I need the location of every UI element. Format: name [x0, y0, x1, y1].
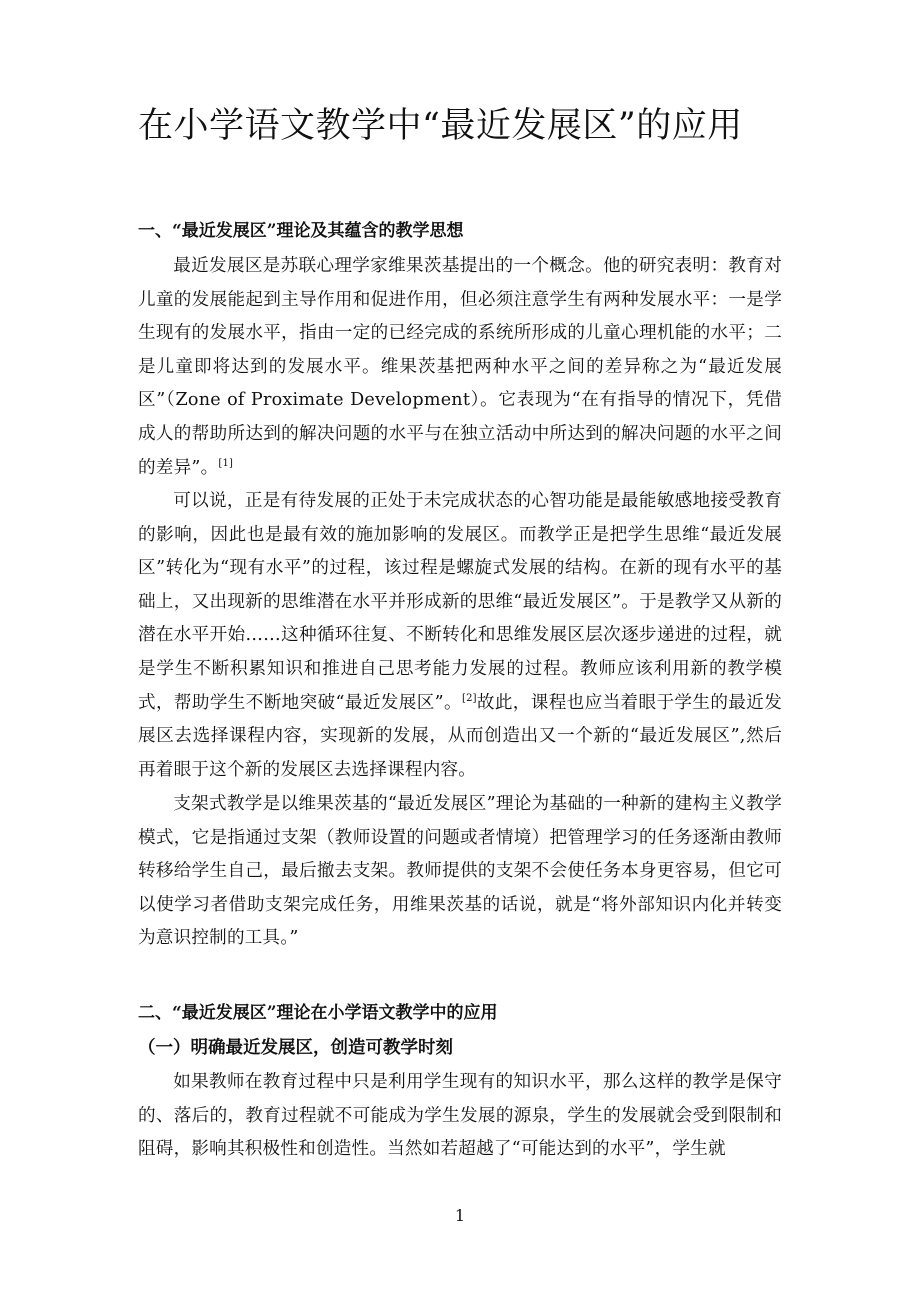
paragraph-text: 支架式教学是以维果茨基的“最近发展区”理论为基础的一种新的建构主义教学模式，它是指通过支架（教师设置的问题或者情境）把管理学习的任务逐渐由教师转移给学生自己，最后撤去支架。教师提供的支架不会使任务本身更容易，但它可以使学习者借助支架完成任务，用维果茨基的话说，就是“将外部知识内化并转变为意识控制的工具。” — [138, 794, 782, 949]
section-1-paragraph-1 — [138, 250, 782, 485]
paragraph-text: 可以说，正是有待发展的正处于未完成状态的心智功能是最能敏感地接受教育的影响，因此也是最有效的施加影响的发展区。而教学正是把学生思维“最近发展区”转化为“现有水平”的过程，该过程是螺旋式发展的结构。在新的现有水平的基础上，又出现新的思维潜在水平并形成新的思维“最近发展区”。于是教学又从新的潜在水平开始……这种循环往复、不断转化和思维发展区层次逐步递进的过程，就是学生不断积累知识和推进自己思考能力发展的过程。教师应该利用新的教学模式，帮助学生不断地突破“最近发展区”。 — [138, 491, 782, 713]
citation-ref-2: [2] — [461, 692, 477, 704]
section-1-paragraph-2 — [138, 485, 782, 787]
document-title: 在小学语文教学中“最近发展区”的应用 — [138, 106, 743, 146]
citation-ref-1: [1] — [218, 457, 234, 469]
paragraph-text: 最近发展区是苏联心理学家维果茨基提出的一个概念。他的研究表明：教育对儿童的发展能起到主导作用和促进作用，但必须注意学生有两种发展水平：一是学生现有的发展水平，指由一定的已经完成的系统所形成的儿童心理机能的水平；二是儿童即将达到的发展水平。维果茨基把两种水平之间的差异称之为“最近发展区”（Zone of Proximate Development）。它表现为“在有指导的情况下，凭借成人的帮助所达到的解决问题的水平与在独立活动中所达到的解决问题的水平之间的差异”。 — [138, 256, 782, 478]
paragraph-text: 如果教师在教育过程中只是利用学生现有的知识水平，那么这样的教学是保守的、落后的，教育过程就不可能成为学生发展的源泉，学生的发展就会受到限制和阻碍，影响其积极性和创造性。当然如若超越了“可能达到的水平”，学生就 — [138, 1072, 782, 1160]
section-1-heading: 一、“最近发展区”理论及其蕴含的教学思想 — [138, 221, 464, 241]
section-2-subheading: （一）明确最近发展区，创造可教学时刻 — [138, 1038, 453, 1058]
page-number: 1 — [454, 1206, 466, 1225]
section-2-paragraph-1 — [138, 1066, 782, 1167]
paragraph-text-continued: 故此，课程也应当着眼于学生的最近发展区去选择课程内容，实现新的发展，从而创造出又一个新的“最近发展区”,然后再着眼于这个新的发展区去选择课程内容。 — [138, 692, 782, 780]
section-2-heading: 二、“最近发展区”理论在小学语文教学中的应用 — [138, 1003, 498, 1023]
section-1-paragraph-3 — [138, 788, 782, 956]
